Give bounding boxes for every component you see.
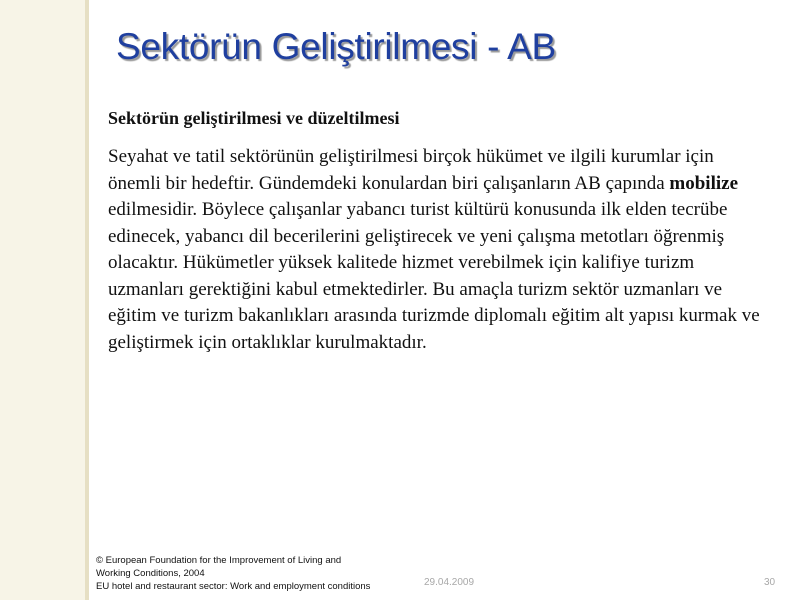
footer-source — [96, 554, 370, 593]
left-bar-edge — [85, 0, 89, 600]
body-text-end: edilmesidir. Böylece çalışanlar yabancı turist kültürü konusunda ilk elden tecrübe edinecek, yabancı dil becerilerini geliştirecek ve yeni çalışma metotları öğrenmiş olacaktır. Hükümetler yüksek kalitede hizmet verebilmek için kalifiye turizm uzmanları gerektiğini kabul etmektedirler. Bu amaçla turizm sektör uzmanları ve eğitim ve turizm bakanlıkları arasında turizmde diplomalı eğitim alt yapısı kurmak ve geliştirmek için ortaklıklar kurulmaktadır. — [108, 199, 760, 353]
page-number: 30 — [764, 577, 776, 588]
slide-body-paragraph — [108, 144, 768, 356]
footer-source-line: EU hotel and restaurant sector: Work and employment conditions — [96, 581, 371, 592]
footer-source-line: Working Conditions, 2004 — [96, 568, 205, 579]
slide-title: Sektörün Geliştirilmesi - AB — [116, 26, 556, 67]
footer-source-line: © European Foundation for the Improvement of Living and — [96, 555, 342, 566]
footer-date: 29.04.2009 — [424, 577, 475, 588]
left-decorative-bar — [0, 0, 85, 600]
body-text-start: Seyahat ve tatil sektörünün geliştirilmesi birçok hükümet ve ilgili kurumlar için önemli bir hedeftir. Gündemdeki konulardan biri çalışanların AB çapında — [108, 146, 714, 194]
slide-subtitle: Sektörün geliştirilmesi ve düzeltilmesi — [108, 108, 400, 128]
body-text-bold: mobilize — [669, 172, 739, 194]
